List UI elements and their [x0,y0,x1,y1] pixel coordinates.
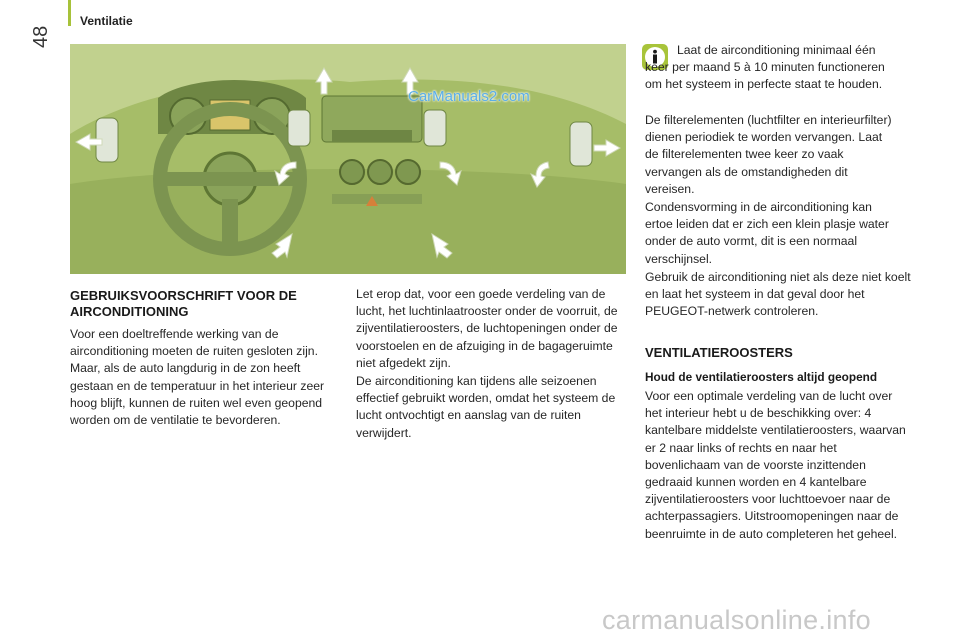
subheading-keep-open: Houd de ventilatieroosters altijd geopend [645,370,878,384]
watermark-top[interactable]: CarManuals2.com [408,88,530,105]
heading-usage-instructions: GEBRUIKSVOORSCHRIFT VOOR DE AIRCONDITIONING [70,288,297,319]
section-accent-bar [68,0,71,26]
paragraph-air-distribution: Let erop dat, voor een goede verdeling van de lucht, het luchtinlaatrooster onder de voorruit, de zijventilatieroosters, de luchtopeningen onder de voorstoelen en de afzuiging in de bagageruimte niet afgedekt zijn. [356,287,618,370]
watermark-bottom[interactable]: carmanualsonline.info [602,605,871,635]
paragraph-seasons: De airconditioning kan tijdens alle seizoenen effectief gebruikt worden, omdat het systeem de lucht ontvochtigt en aanslag van de ruiten verwijdert. [356,374,616,440]
paragraph-filters: De filterelementen (luchtfilter en interieurfilter) dienen periodiek te worden vervangen. Laat de filterelementen twee keer zo vaak vervangen als de omstandigheden dit vereisen. [645,113,892,196]
section-title: Ventilatie [80,14,133,28]
page-number: 48 [30,25,52,48]
paragraph-network-check: Gebruik de airconditioning niet als deze niet koelt en laat het systeem in dat geval door het PEUGEOT-netwerk controleren. [645,270,911,319]
paragraph-windows: Voor een doeltreffende werking van de airconditioning moeten de ruiten gesloten zijn. Maar, als de auto langdurig in de zon heeft gestaan en de temperatuur in het interieur zeer hoog blijft, kunnen de ruiten wel even geopend worden om de ventilatie te bevorderen. [70,327,325,428]
paragraph-vent-distribution: Voor een optimale verdeling van de lucht over het interieur hebt u de beschikking over: 4 kantelbare middelste ventilatieroosters, waarvan er 2 naar links of rechts en naar het bovenlichaam van de voorste inzittenden gedraaid kunnen worden en 4 kantelbare zijventilatieroosters voor luchttoevoer naar de achterpassagiers. Uitstroomopeningen naar de beenruimte in de auto completeren het geheel. [645,389,906,541]
paragraph-condensation: Condensvorming in de airconditioning kan ertoe leiden dat er zich een klein plasje water onder de auto vormt, dit is een normaal verschijnsel. [645,200,889,266]
info-paragraph: Laat de airconditioning minimaal één keer per maand 5 à 10 minuten functioneren om het systeem in perfecte staat te houden. [645,43,885,92]
dashboard-illustration [70,44,626,274]
heading-vents: VENTILATIEROOSTERS [645,345,793,360]
